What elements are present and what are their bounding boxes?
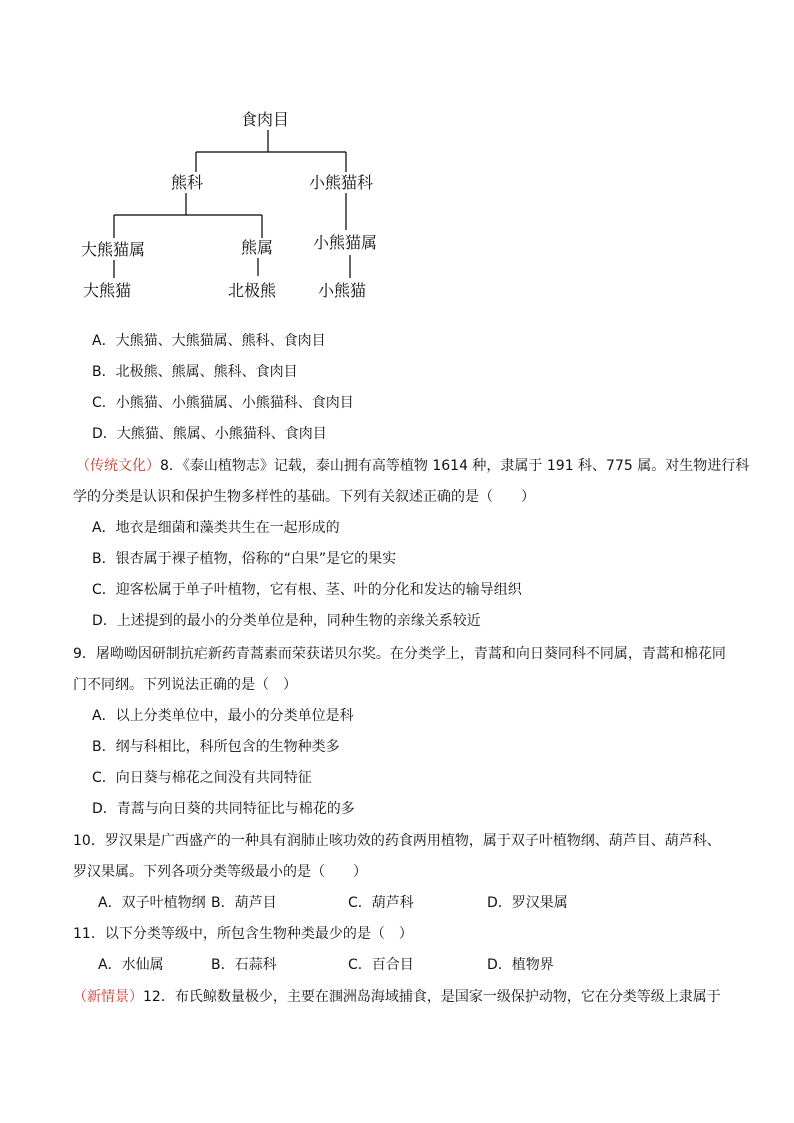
tree-node-species-red-panda: 小熊猫 xyxy=(318,281,367,300)
q11-option-a: A．水仙属 xyxy=(98,957,164,973)
tree-node-family-red-panda: 小熊猫科 xyxy=(309,173,374,192)
tree-node-genus-giant-panda: 大熊猫属 xyxy=(81,240,146,259)
q10-option-b: B．葫芦目 xyxy=(211,895,277,911)
q10-stem-line2: 罗汉果属。下列各项分类等级最小的是（ ） xyxy=(73,864,367,880)
q9-stem-line2: 门不同纲。下列说法正确的是（ ） xyxy=(73,677,297,693)
q8-stem-line2: 学的分类是认识和保护生物多样性的基础。下列有关叙述正确的是（ ） xyxy=(73,489,535,505)
q10-option-a: A．双子叶植物纲 xyxy=(98,895,206,911)
q11-option-c: C．百合目 xyxy=(348,957,414,973)
tree-node-family-bear: 熊科 xyxy=(171,173,204,192)
q7-option-a: A．大熊猫、大熊猫属、熊科、食肉目 xyxy=(92,333,326,349)
q8-option-b: B．银杏属于裸子植物，俗称的“白果”是它的果实 xyxy=(92,551,397,567)
q9-option-b: B．纲与科相比，科所包含的生物种类多 xyxy=(92,739,340,755)
tree-node-species-polar-bear: 北极熊 xyxy=(228,281,277,300)
q8-stem-line1 xyxy=(76,457,749,475)
q9-stem-line1: 9．屠呦呦因研制抗疟新药青蒿素而荣获诺贝尔奖。在分类学上，青蒿和向日葵同科不同属，青蒿和棉花同 xyxy=(73,646,726,662)
q9-option-c: C．向日葵与棉花之间没有共同特征 xyxy=(92,770,312,786)
q9-option-a: A．以上分类单位中，最小的分类单位是科 xyxy=(92,708,354,724)
q8-option-a: A．地衣是细菌和藻类共生在一起形成的 xyxy=(92,520,340,536)
q7-option-c: C．小熊猫、小熊猫属、小熊猫科、食肉目 xyxy=(92,395,354,411)
q8-text: 8．《泰山植物志》记载，泰山拥有高等植物 1614 种，隶属于 191 科、775 属。对生物进行科 xyxy=(160,458,750,474)
q8-tag: （传统文化） xyxy=(76,458,160,474)
q11-stem: 11．以下分类等级中，所包含生物种类最少的是（ ） xyxy=(73,926,413,942)
tree-node-species-giant-panda: 大熊猫 xyxy=(83,281,132,300)
tree-node-genus-ursus: 熊属 xyxy=(241,238,274,257)
q10-stem-line1: 10．罗汉果是广西盛产的一种具有润肺止咳功效的药食两用植物，属于双子叶植物纲、葫芦目、葫芦科、 xyxy=(73,833,721,849)
q8-option-d: D．上述提到的最小的分类单位是种，同种生物的亲缘关系较近 xyxy=(92,613,481,629)
q9-option-d: D．青蒿与向日葵的共同特征比与棉花的多 xyxy=(92,801,355,817)
tree-node-genus-red-panda: 小熊猫属 xyxy=(313,233,378,252)
q10-option-d: D．罗汉果属 xyxy=(487,895,568,911)
q7-option-b: B．北极熊、熊属、熊科、食肉目 xyxy=(92,364,298,380)
classification-tree-lines xyxy=(0,0,794,320)
q12-stem-line1 xyxy=(73,988,721,1006)
q12-text: 12．布氏鲸数量极少，主要在涠洲岛海域捕食，是国家一级保护动物，它在分类等级上隶属于 xyxy=(143,989,721,1005)
q11-option-d: D．植物界 xyxy=(487,957,554,973)
q12-tag: （新情景） xyxy=(73,989,143,1005)
q8-option-c: C．迎客松属于单子叶植物，它有根、茎、叶的分化和发达的输导组织 xyxy=(92,582,522,598)
q10-option-c: C．葫芦科 xyxy=(348,895,414,911)
q11-option-b: B．石蒜科 xyxy=(211,957,277,973)
q7-option-d: D．大熊猫、熊属、小熊猫科、食肉目 xyxy=(92,426,327,442)
tree-node-order: 食肉目 xyxy=(241,110,290,129)
